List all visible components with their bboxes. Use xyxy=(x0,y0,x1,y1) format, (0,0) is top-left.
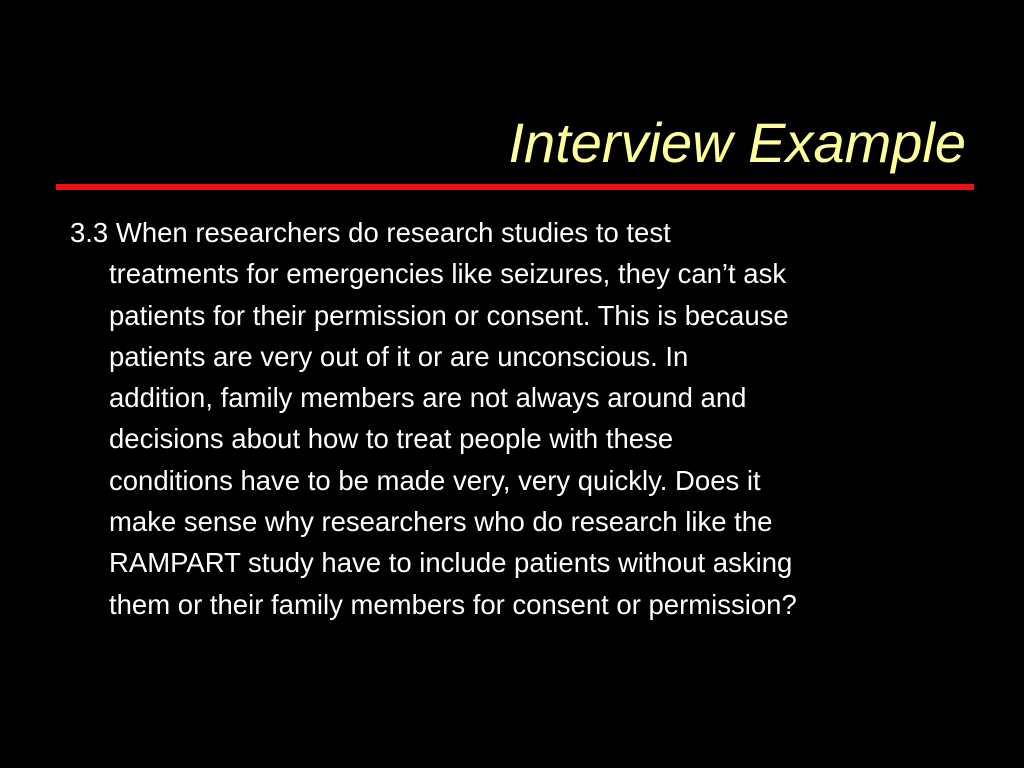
paragraph-line: decisions about how to treat people with these xyxy=(109,423,674,455)
paragraph-line: 3.3 When researchers do research studies to test xyxy=(70,217,671,248)
paragraph-line: make sense why researchers who do research like the xyxy=(109,506,773,538)
paragraph-line: them or their family members for consent or permission? xyxy=(109,588,797,620)
paragraph-line: patients for their permission or consent. This is because xyxy=(109,299,789,331)
paragraph-line: patients are very out of it or are unconscious. In xyxy=(109,340,689,372)
slide-title: Interview Example xyxy=(508,111,966,174)
paragraph-line: RAMPART study have to include patients without asking xyxy=(109,547,793,579)
paragraph-line: treatments for emergencies like seizures, they can’t ask xyxy=(109,258,787,290)
paragraph-line: addition, family members are not always around and xyxy=(109,382,747,414)
body-paragraph xyxy=(70,212,970,625)
title-divider xyxy=(56,184,974,190)
paragraph-line: conditions have to be made very, very quickly. Does it xyxy=(109,464,761,496)
